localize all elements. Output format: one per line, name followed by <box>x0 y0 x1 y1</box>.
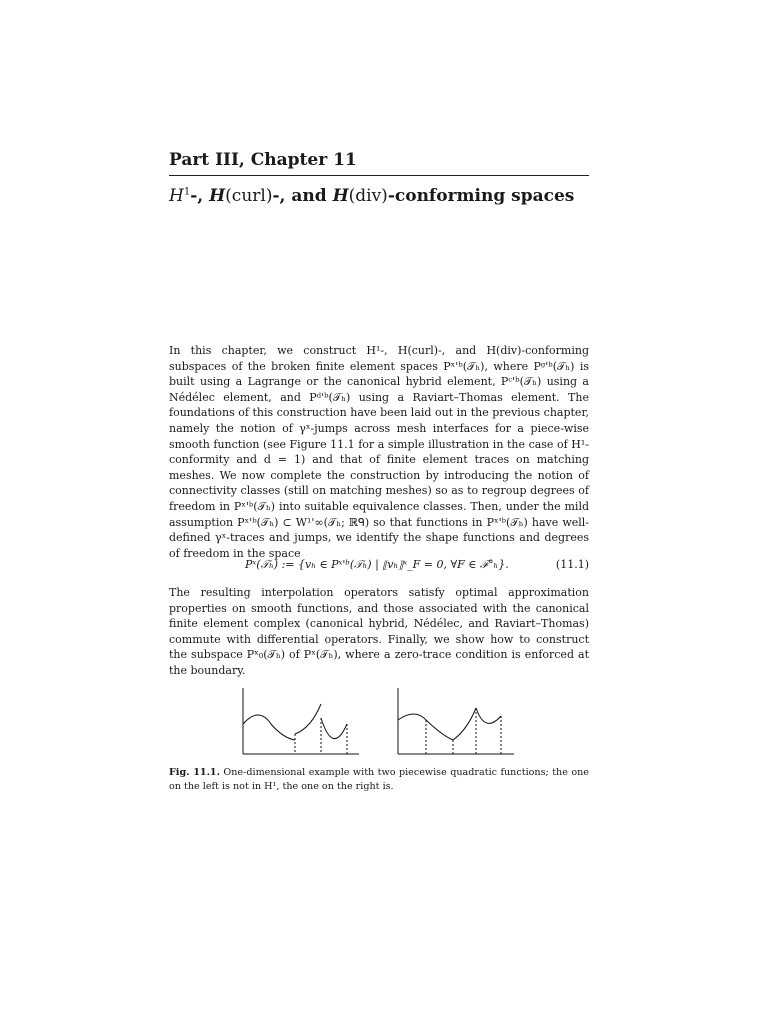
chapter-title-hcurl: H <box>209 186 226 206</box>
title-rule <box>169 175 589 176</box>
right-curve-piece-1 <box>398 714 426 720</box>
summary-paragraph: The resulting interpolation operators satisfy optimal approximation properties on smooth functions, and those associated with the canonical finite element complex (canonical hybrid, Nédélec, and Raviart–Thomas) commute with differential operators. Finally, we show how to construct the subspace Pˣ₀(𝒯ₕ) of Pˣ(𝒯ₕ), where a zero-trace condition is enforced at the boundary. <box>169 586 589 677</box>
chapter-title-sep2: -, and <box>272 186 333 206</box>
left-curve-piece-1 <box>243 715 295 740</box>
part-title: Part III, Chapter 11 <box>169 150 357 170</box>
right-plot <box>398 688 514 754</box>
chapter-title-curl: (curl) <box>225 186 273 206</box>
left-curve-piece-3 <box>321 718 347 739</box>
chapter-title-hdiv: H <box>332 186 349 206</box>
chapter-title-sup: 1 <box>183 186 191 198</box>
right-curve-piece-3 <box>453 708 476 740</box>
equation-number: (11.1) <box>555 558 589 571</box>
chapter-title-div: (div) <box>348 186 388 206</box>
figure-plots <box>235 682 525 762</box>
intro-paragraph: In this chapter, we construct H¹-, H(curl)-, and H(div)-conforming subspaces of the broken finite element spaces Pˣ'ᵇ(𝒯ₕ), where Pᵍ'ᵇ(𝒯ₕ) is built using a Lagrange or the canonical hybrid element, Pᶜ'ᵇ(𝒯ₕ) using a Nédélec element, and Pᵈ'ᵇ(𝒯ₕ) using a Raviart–Thomas element. The foundations of this construction have been laid out in the previous chapter, namely the notion of γˣ-jumps across mesh interfaces for a piece-wise smooth function (see Figure 11.1 for a simple illustration in the case of H¹-conformity and d = 1) and that of finite element traces on matching meshes. We now complete the construction by introducing the notion of connectivity classes (still on matching meshes) so as to regroup degrees of freedom in Pˣ'ᵇ(𝒯ₕ) into suitable equivalence classes. Then, under the mild assumption Pˣ'ᵇ(𝒯ₕ) ⊂ W¹'∞(𝒯ₕ; ℝᑫ) so that functions in Pˣ'ᵇ(𝒯ₕ) have well-defined γˣ-traces and jumps, we identify the shape functions and degrees of freedom in the space <box>169 344 589 560</box>
right-curve-piece-2 <box>426 720 453 740</box>
chapter-title-rest: -conforming spaces <box>387 186 575 206</box>
left-plot <box>243 688 359 754</box>
chapter-title <box>169 186 574 206</box>
equation-body: Pˣ(𝒯ₕ) := {vₕ ∈ Pˣ'ᵇ(𝒯ₕ) | ⟦vₕ⟧ˣ_F = 0, ∀F ∈ ℱ°ₕ}. <box>245 558 509 571</box>
chapter-title-h: H <box>169 186 184 206</box>
right-curve-piece-4 <box>476 708 501 723</box>
figure-11-1 <box>235 682 525 762</box>
caption-label: Fig. 11.1. <box>169 767 220 778</box>
caption-text: One-dimensional example with two piecewise quadratic functions; the one on the left is not in H¹, the one on the right is. <box>169 767 589 792</box>
left-curve-piece-2 <box>295 704 321 734</box>
figure-caption <box>169 766 589 793</box>
chapter-title-sep1: -, <box>190 186 210 206</box>
